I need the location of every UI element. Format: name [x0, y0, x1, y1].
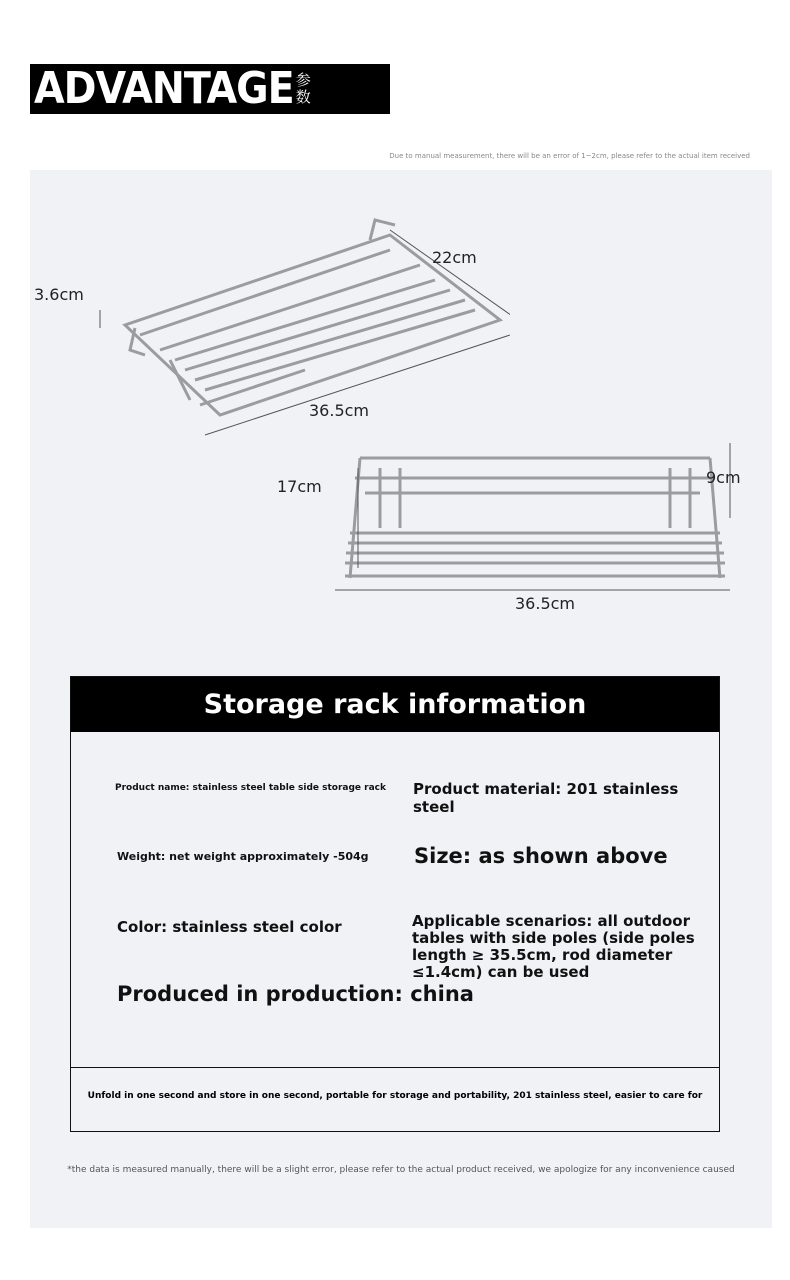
- advantage-banner: [30, 64, 390, 114]
- applicable-scenarios: Applicable scenarios: all outdoor tables with side poles (side poles length ≥ 35.5cm, rod diameter ≤1.4cm) can be used: [412, 912, 695, 981]
- disclaimer-note: *the data is measured manually, there will be a slight error, please refer to the actual product received, we apologize for any inconvenience caused: [67, 1165, 735, 1175]
- dim-hook-height: 9cm: [706, 468, 741, 487]
- product-color: Color: stainless steel color: [117, 918, 342, 936]
- info-footer: Unfold in one second and store in one second, portable for storage and portability, 201 stainless steel, easier to care for: [87, 1091, 703, 1101]
- dim-height-total: 17cm: [277, 477, 322, 496]
- dim-length-top: 36.5cm: [309, 401, 370, 420]
- rack-front-view-image: [320, 438, 740, 598]
- info-table: [70, 676, 720, 1132]
- dim-height-flat: 3.6cm: [34, 285, 84, 304]
- product-name: Product name: stainless steel table side storage rack: [115, 783, 387, 793]
- dim-length-bottom: 36.5cm: [515, 594, 576, 613]
- product-size: Size: as shown above: [414, 844, 668, 868]
- rack-top-view-image: [70, 210, 510, 450]
- table-divider: [71, 1067, 719, 1068]
- product-material: Product material: 201 stainless steel: [413, 780, 679, 816]
- product-weight: Weight: net weight approximately -504g: [117, 850, 369, 863]
- production-origin: Produced in production: china: [117, 982, 474, 1006]
- banner-title: ADVANTAGE: [34, 63, 294, 114]
- dim-depth: 22cm: [432, 248, 477, 267]
- banner-subtitle: 参数: [295, 71, 311, 106]
- info-title: Storage rack information: [71, 677, 719, 732]
- measurement-note: Due to manual measurement, there will be an error of 1~2cm, please refer to the actual item received: [389, 152, 750, 160]
